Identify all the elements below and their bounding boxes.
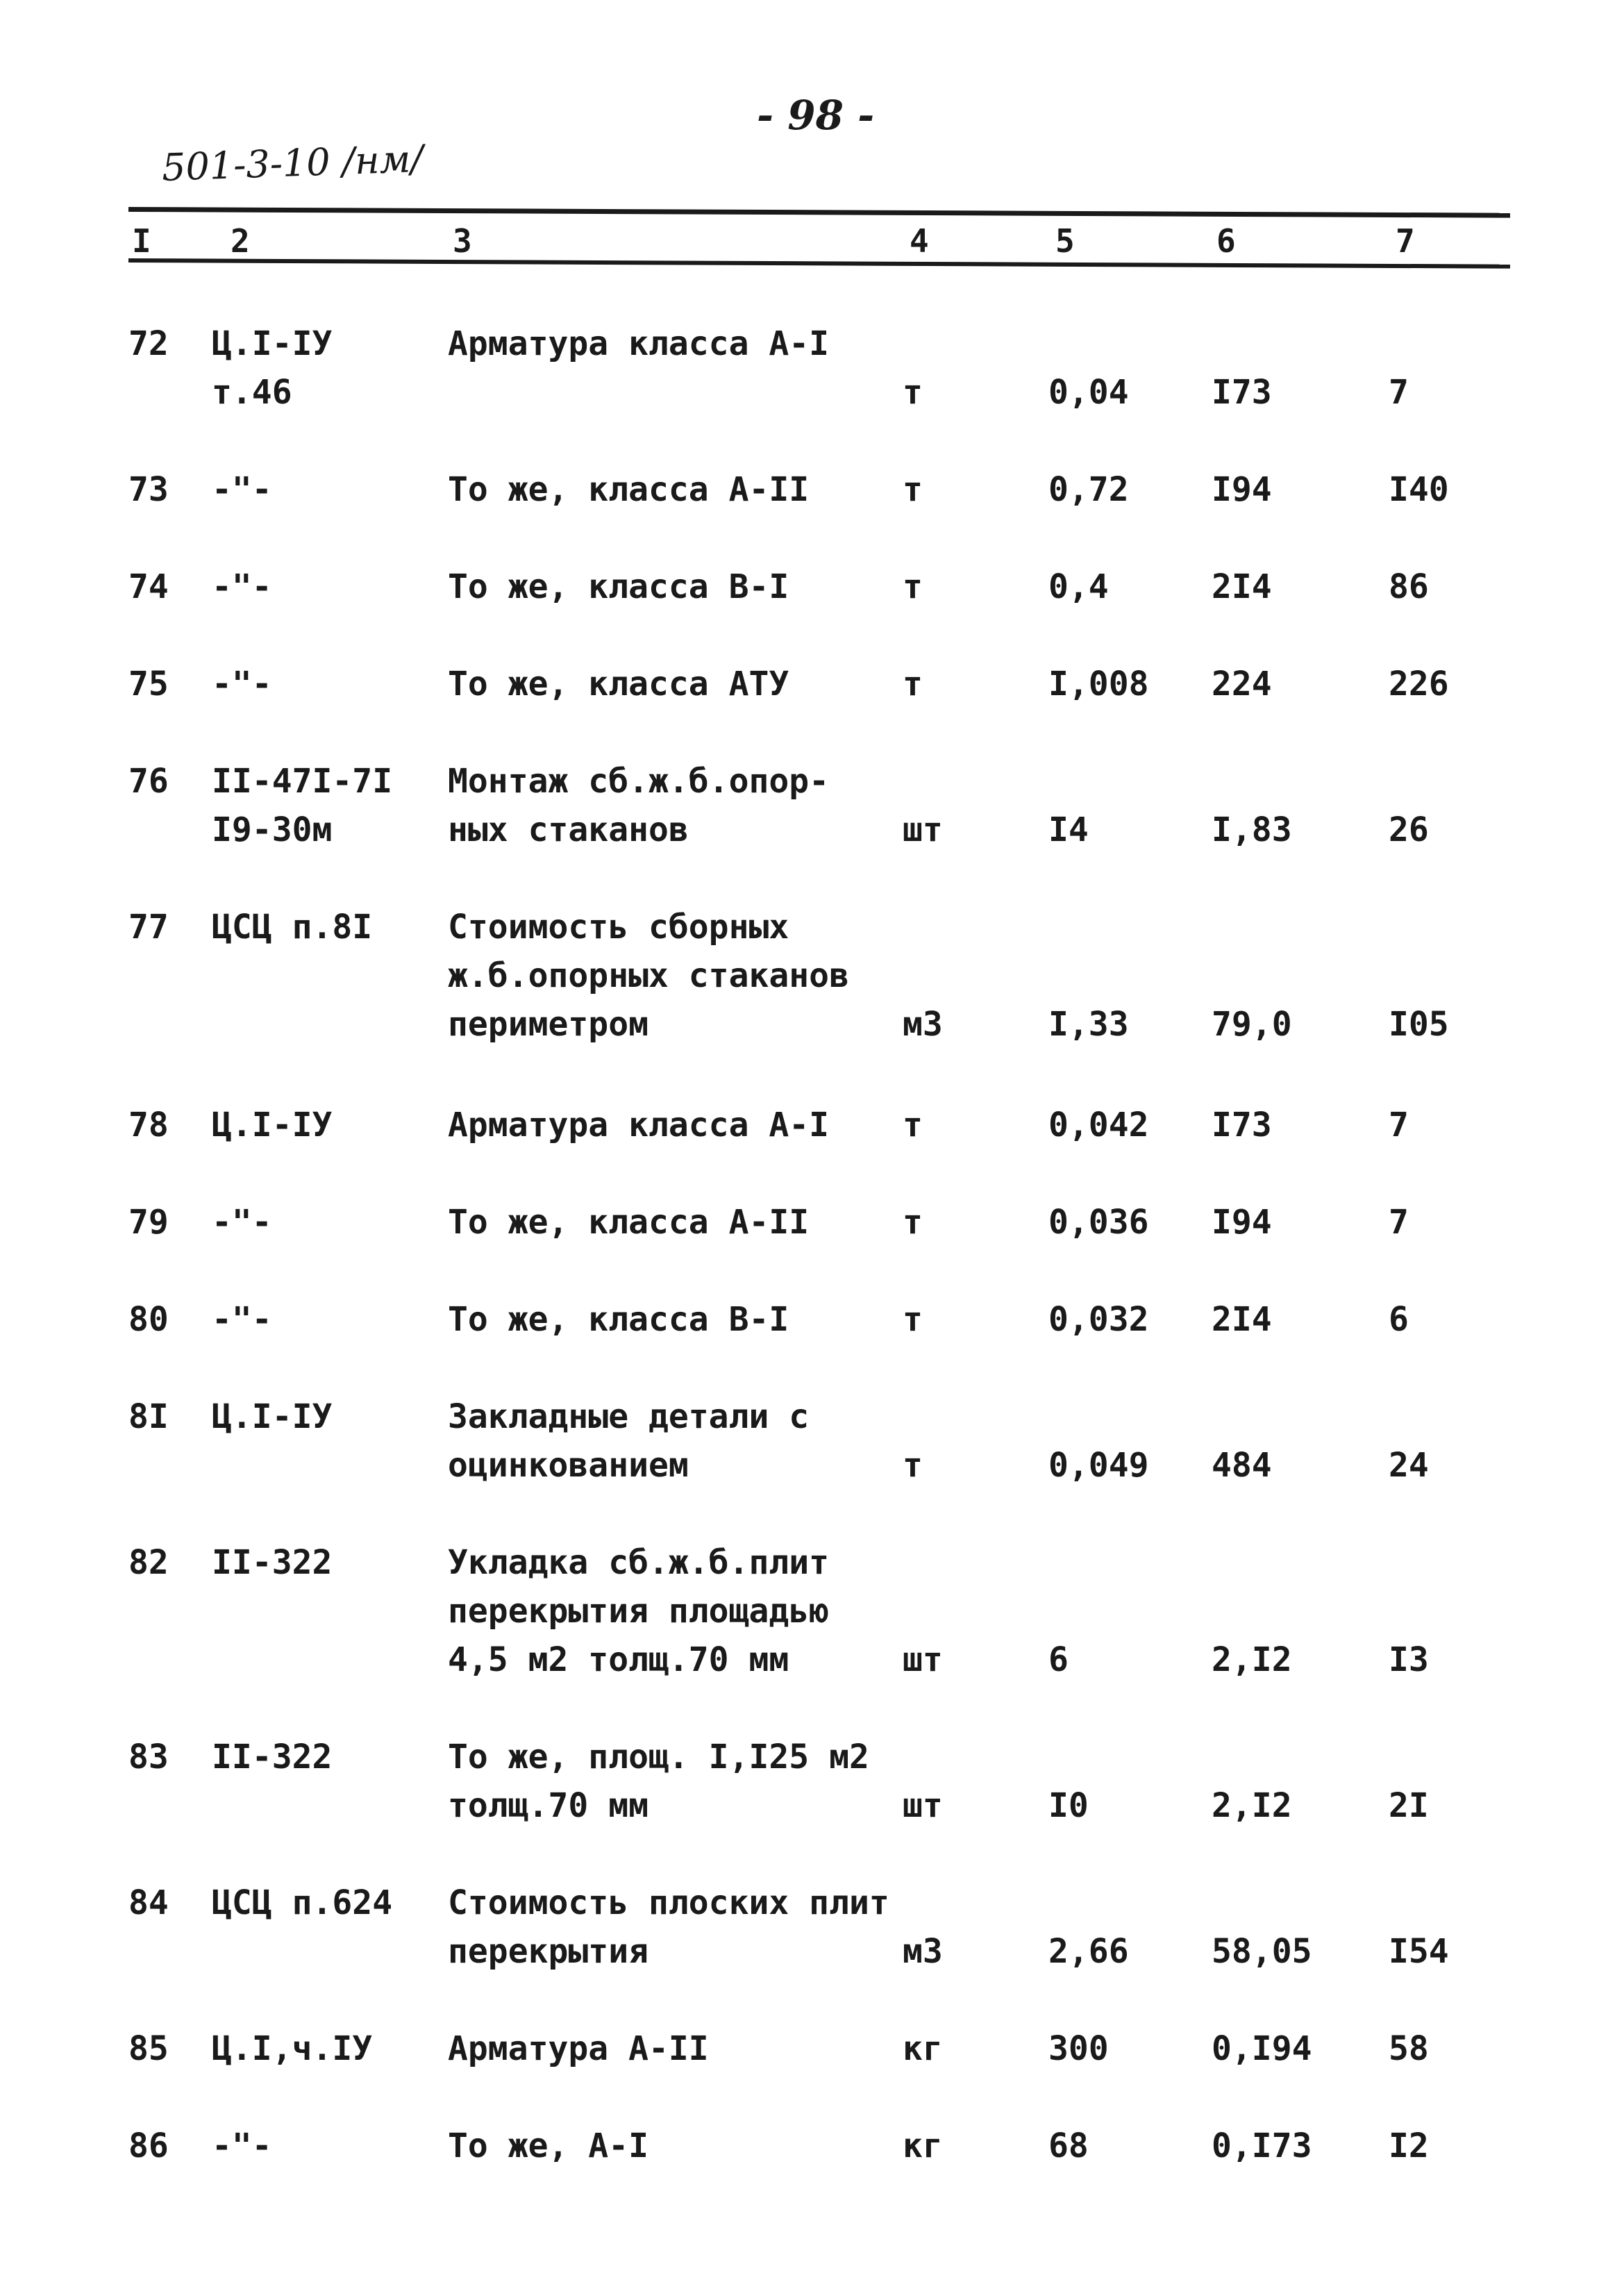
cell-total: 2I: [1389, 1786, 1429, 1825]
column-header-4: 4: [910, 222, 929, 260]
cell-total: 7: [1389, 1106, 1409, 1144]
cell-price: I73: [1212, 1106, 1272, 1144]
cell-unit: кг: [903, 2126, 943, 2165]
column-header-5: 5: [1055, 222, 1075, 260]
cell-code: Ц.I-IУ: [212, 1397, 333, 1436]
cell-unit: шт: [903, 810, 943, 849]
cell-qty: 0,036: [1048, 1203, 1149, 1242]
cell-code: -"-: [212, 1300, 272, 1339]
cell-name: То же, класса А-II: [448, 1203, 810, 1242]
cell-total: I2: [1389, 2126, 1429, 2165]
cell-name: То же, класса АТУ: [448, 665, 789, 704]
cell-num: 86: [128, 2126, 169, 2165]
cell-total: 26: [1389, 810, 1429, 849]
cell-num: 79: [128, 1203, 169, 1242]
cell-name: Стоимость плоских плит перекрытия: [448, 1883, 889, 1971]
cell-name: Укладка сб.ж.б.плит перекрытия площадью 4,5 м2 толщ.70 мм: [448, 1543, 830, 1679]
document-code: 501-3-10 /нм/: [161, 136, 424, 190]
cell-name: То же, класса В-I: [448, 1300, 789, 1339]
cell-price: 0,I73: [1212, 2126, 1312, 2165]
cell-num: 78: [128, 1106, 169, 1144]
cell-name: То же, класса В-I: [448, 567, 789, 606]
cell-total: 7: [1389, 373, 1409, 412]
cell-price: 2,I2: [1212, 1786, 1292, 1825]
cell-unit: т: [903, 1300, 923, 1339]
cell-num: 80: [128, 1300, 169, 1339]
cell-unit: т: [903, 470, 923, 509]
cell-unit: т: [903, 1106, 923, 1144]
cell-name: То же, класса А-II: [448, 470, 810, 509]
cell-price: 2I4: [1212, 1300, 1272, 1339]
cell-name: То же, площ. I,I25 м2 толщ.70 мм: [448, 1738, 869, 1825]
cell-price: 224: [1212, 665, 1272, 704]
cell-qty: 0,04: [1048, 373, 1129, 412]
cell-num: 8I: [128, 1397, 169, 1436]
cell-num: 73: [128, 470, 169, 509]
cell-price: 0,I94: [1212, 2029, 1312, 2068]
cell-unit: т: [903, 1446, 923, 1485]
header-rule: [128, 258, 1510, 269]
cell-num: 76: [128, 762, 169, 801]
cell-total: 24: [1389, 1446, 1429, 1485]
cell-price: I94: [1212, 1203, 1272, 1242]
cell-num: 72: [128, 324, 169, 363]
cell-qty: 0,042: [1048, 1106, 1149, 1144]
column-header-7: 7: [1396, 222, 1415, 260]
cell-name: Арматура А-II: [448, 2029, 709, 2068]
cell-name: Стоимость сборных ж.б.опорных стаканов периметром: [448, 908, 849, 1044]
cell-num: 74: [128, 567, 169, 606]
cell-qty: I,008: [1048, 665, 1149, 704]
cell-code: II-47I-7I I9-30м: [212, 762, 393, 849]
column-header-1: I: [132, 222, 151, 260]
cell-name: Арматура класса А-I: [448, 1106, 830, 1144]
cell-qty: 0,049: [1048, 1446, 1149, 1485]
cell-code: -"-: [212, 665, 272, 704]
column-header-2: 2: [231, 222, 250, 260]
cell-price: I,83: [1212, 810, 1292, 849]
cell-price: 58,05: [1212, 1932, 1312, 1971]
cell-qty: 0,4: [1048, 567, 1109, 606]
cell-num: 83: [128, 1738, 169, 1776]
cell-code: -"-: [212, 2126, 272, 2165]
cell-unit: кг: [903, 2029, 943, 2068]
cell-code: II-322: [212, 1738, 333, 1776]
cell-code: -"-: [212, 1203, 272, 1242]
cell-num: 77: [128, 908, 169, 947]
cell-total: 7: [1389, 1203, 1409, 1242]
cell-name: Закладные детали с оцинкованием: [448, 1397, 810, 1485]
column-header-6: 6: [1216, 222, 1236, 260]
cell-name: Арматура класса А-I: [448, 324, 830, 363]
cell-total: I54: [1389, 1932, 1449, 1971]
cell-num: 82: [128, 1543, 169, 1582]
cell-total: 226: [1389, 665, 1449, 704]
cell-qty: 0,72: [1048, 470, 1129, 509]
cell-code: ЦСЦ п.624: [212, 1883, 393, 1922]
cell-unit: т: [903, 665, 923, 704]
cell-qty: I0: [1048, 1786, 1089, 1825]
cell-num: 85: [128, 2029, 169, 2068]
cell-code: Ц.I,ч.IУ: [212, 2029, 373, 2068]
cell-unit: т: [903, 1203, 923, 1242]
cell-code: Ц.I-IУ: [212, 1106, 333, 1144]
cell-total: 58: [1389, 2029, 1429, 2068]
cell-qty: 300: [1048, 2029, 1109, 2068]
cell-unit: т: [903, 373, 923, 412]
cell-qty: 0,032: [1048, 1300, 1149, 1339]
cell-name: Монтаж сб.ж.б.опор- ных стаканов: [448, 762, 830, 849]
cell-price: 79,0: [1212, 1005, 1292, 1044]
cell-qty: 68: [1048, 2126, 1089, 2165]
page-number: - 98 -: [757, 92, 875, 139]
cell-unit: шт: [903, 1640, 943, 1679]
cell-unit: т: [903, 567, 923, 606]
cell-code: -"-: [212, 470, 272, 509]
cell-unit: шт: [903, 1786, 943, 1825]
cell-code: -"-: [212, 567, 272, 606]
cell-unit: м3: [903, 1932, 943, 1971]
cell-qty: 2,66: [1048, 1932, 1129, 1971]
cell-qty: I,33: [1048, 1005, 1129, 1044]
cell-total: I3: [1389, 1640, 1429, 1679]
cell-name: То же, А-I: [448, 2126, 648, 2165]
cell-code: ЦСЦ п.8I: [212, 908, 373, 947]
cell-num: 84: [128, 1883, 169, 1922]
top-rule: [128, 207, 1510, 218]
cell-qty: 6: [1048, 1640, 1069, 1679]
column-header-3: 3: [453, 222, 472, 260]
cell-price: 484: [1212, 1446, 1272, 1485]
cell-code: Ц.I-IУ т.46: [212, 324, 333, 412]
cell-total: I05: [1389, 1005, 1449, 1044]
cell-qty: I4: [1048, 810, 1089, 849]
cell-price: I73: [1212, 373, 1272, 412]
cell-total: 6: [1389, 1300, 1409, 1339]
cell-price: 2,I2: [1212, 1640, 1292, 1679]
cell-price: I94: [1212, 470, 1272, 509]
cell-num: 75: [128, 665, 169, 704]
cell-code: II-322: [212, 1543, 333, 1582]
cell-total: I40: [1389, 470, 1449, 509]
cell-unit: м3: [903, 1005, 943, 1044]
cell-total: 86: [1389, 567, 1429, 606]
cell-price: 2I4: [1212, 567, 1272, 606]
